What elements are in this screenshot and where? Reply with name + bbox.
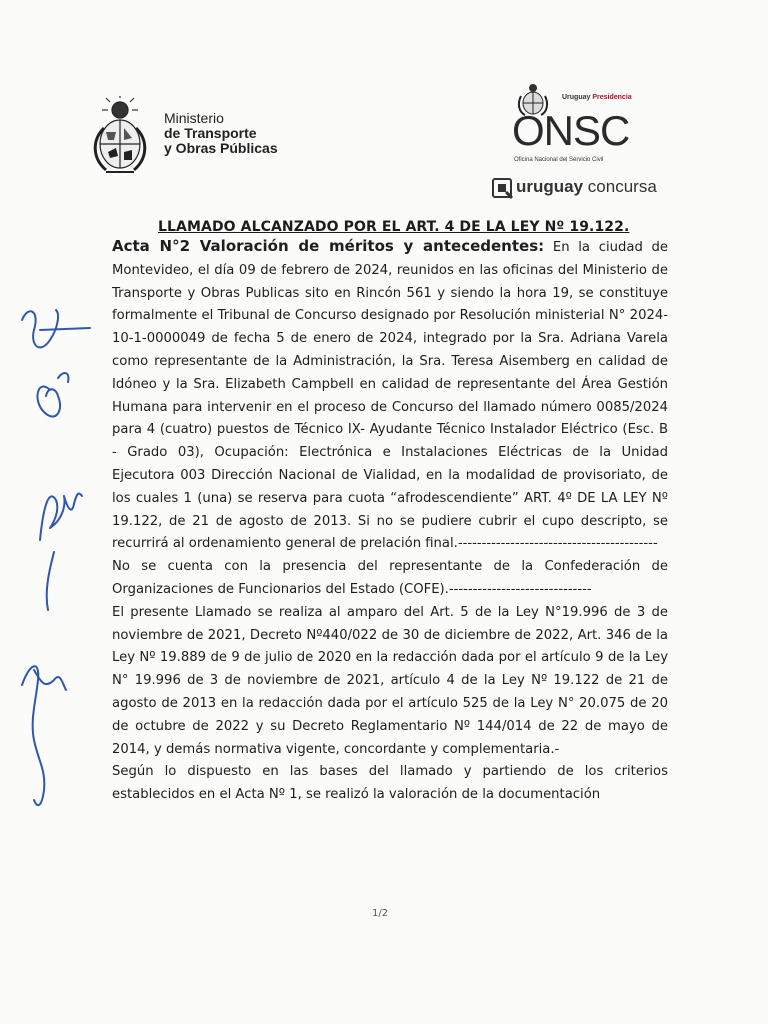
ministry-name — [164, 111, 278, 156]
document-heading: LLAMADO ALCANZADO POR EL ART. 4 DE LA LEY Nº 19.122. — [158, 219, 630, 235]
onsc-subtitle: Oficina Nacional del Servicio Civil — [514, 157, 604, 163]
presidencia-prefix: Uruguay — [562, 94, 591, 101]
coat-of-arms-icon — [84, 96, 156, 176]
onsc-acronym: ONSC — [512, 107, 630, 154]
concursa-rest: concursa — [587, 177, 657, 196]
uruguay-concursa-logo-icon — [492, 178, 514, 200]
presidencia-text: Presidencia — [592, 94, 632, 101]
paragraph-3: El presente Llamado se realiza al amparo del Art. 5 de la Ley N°19.996 de 3 de noviembre de 2021, Decreto Nº440/022 de 30 de diciembre de 2022, Art. 346 de la Ley Nº 19.889 de 9 de julio de 2020 en la redacción dada por el artículo 9 de la Ley N° 19.996 de 3 de noviembre de 2021, artículo 4 de la Ley Nº 19.122 de 21 de agosto de 2013 en la redacción dada por el artículo 525 de la Ley N° 20.075 de 20 de octubre de 2022 y su Decreto Reglamentario Nº 144/014 de 22 de mayo de 2014, y demás normativa vigente, concordante y complementaria.- — [112, 604, 668, 757]
uruguay-concursa-logo — [492, 177, 657, 201]
paragraph-1 — [112, 235, 668, 556]
concursa-text — [516, 177, 657, 197]
concursa-bold: uruguay — [516, 177, 584, 196]
margin-signatures — [10, 300, 100, 820]
acta-title: Acta N°2 Valoración de méritos y antecedentes: — [112, 237, 545, 255]
signature-3 — [40, 494, 82, 610]
signature-2 — [37, 373, 68, 416]
ministry-logo — [84, 96, 314, 176]
ministry-line3: y Obras Públicas — [164, 140, 278, 156]
presidencia-label — [562, 94, 632, 101]
onsc-logo — [512, 82, 642, 172]
ministry-line2: de Transporte — [164, 125, 257, 141]
signature-4 — [22, 666, 66, 805]
paragraph-2: No se cuenta con la presencia del representante de la Confederación de Organizaciones de Funcionarios del Estado (COFE).------------------------------ — [112, 559, 668, 597]
ministry-line1: Ministerio — [164, 110, 224, 126]
page-number: 1/2 — [372, 908, 389, 919]
paragraph-1-text: En la ciudad de Montevideo, el día 09 de febrero de 2024, reunidos en las oficinas del Ministerio de Transporte y Obras Publicas sito en Rincón 561 y siendo la hora 19, se constituye formalmente el Tribunal de Concurso designado por Resolución ministerial N° 2024-10-1-0000049 de fecha 5 de enero de 2024, integrado por la Sra. Adriana Varela como representante de la Administración, la Sra. Teresa Aisemberg en calidad de Idóneo y la Sra. Elizabeth Campbell en calidad de representante del Área Gestión Humana para intervenir en el proceso de Concurso del llamado número 0085/2024 para 4 (cuatro) puestos de Técnico IX- Ayudante Técnico Instalador Eléctrico (Esc. B - Grado 03), Ocupación: Electrónica e Instalaciones Eléctricas de la Unidad Ejecutora 003 Dirección Nacional de Vialidad, en la modalidad de provisoriato, de los cuales 1 (una) se reserva para cuota “afrodescendiente” ART. 4º DE LA LEY Nº 19.122, de 21 de agosto de 2013. Si no se pudiere cubrir el cupo descripto, se recurrirá al ordenamiento general de prelación final.------------------------------------------ — [112, 240, 669, 552]
signature-1 — [22, 310, 90, 347]
document-body — [112, 235, 668, 807]
paragraph-4: Según lo dispuesto en las bases del llamado y partiendo de los criterios establecidos en el Acta Nº 1, se realizó la valoración de la documentación — [112, 764, 668, 803]
